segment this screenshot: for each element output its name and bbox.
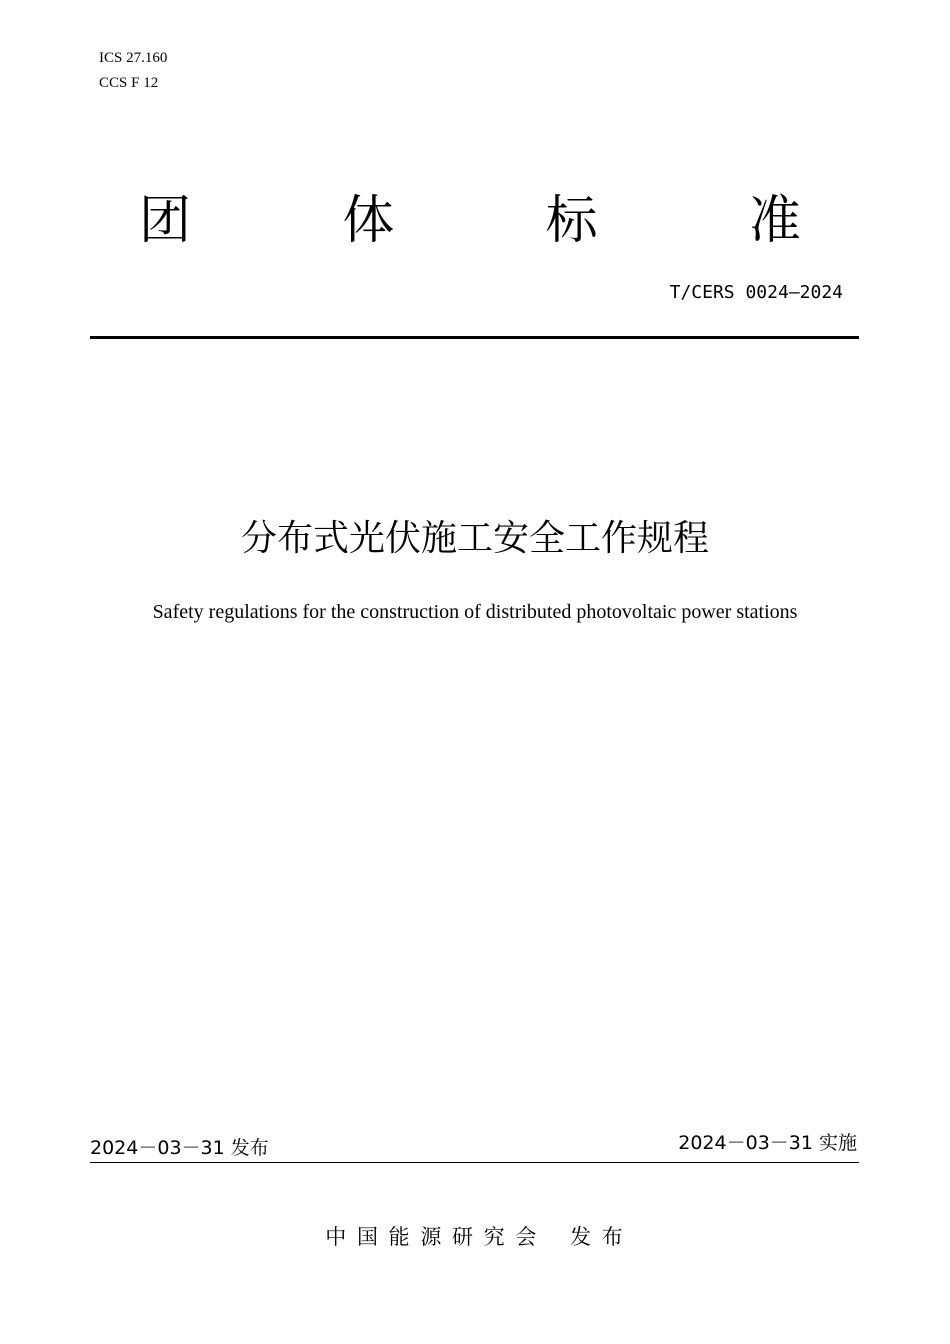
title-char-3: 标	[545, 191, 598, 251]
standard-number: T/CERS 0024—2024	[669, 282, 843, 303]
top-divider	[90, 336, 859, 339]
ccs-code: CCS F 12	[99, 75, 159, 91]
implement-date: 2024－03－31 实施	[678, 1132, 857, 1154]
publisher: 中 国 能 源 研 究 会 发 布	[325, 1225, 625, 1249]
ics-code: ICS 27.160	[99, 50, 168, 66]
chinese-title: 分布式光伏施工安全工作规程	[240, 518, 709, 559]
english-title: Safety regulations for the construction of distributed photovoltaic power stations	[152, 601, 798, 623]
title-char-4: 准	[748, 191, 801, 251]
document-category-title	[130, 186, 810, 256]
title-char-2: 体	[342, 191, 395, 251]
publish-date: 2024－03－31 发布	[90, 1137, 269, 1159]
bottom-divider	[90, 1162, 859, 1163]
title-char-1: 团	[138, 191, 191, 251]
